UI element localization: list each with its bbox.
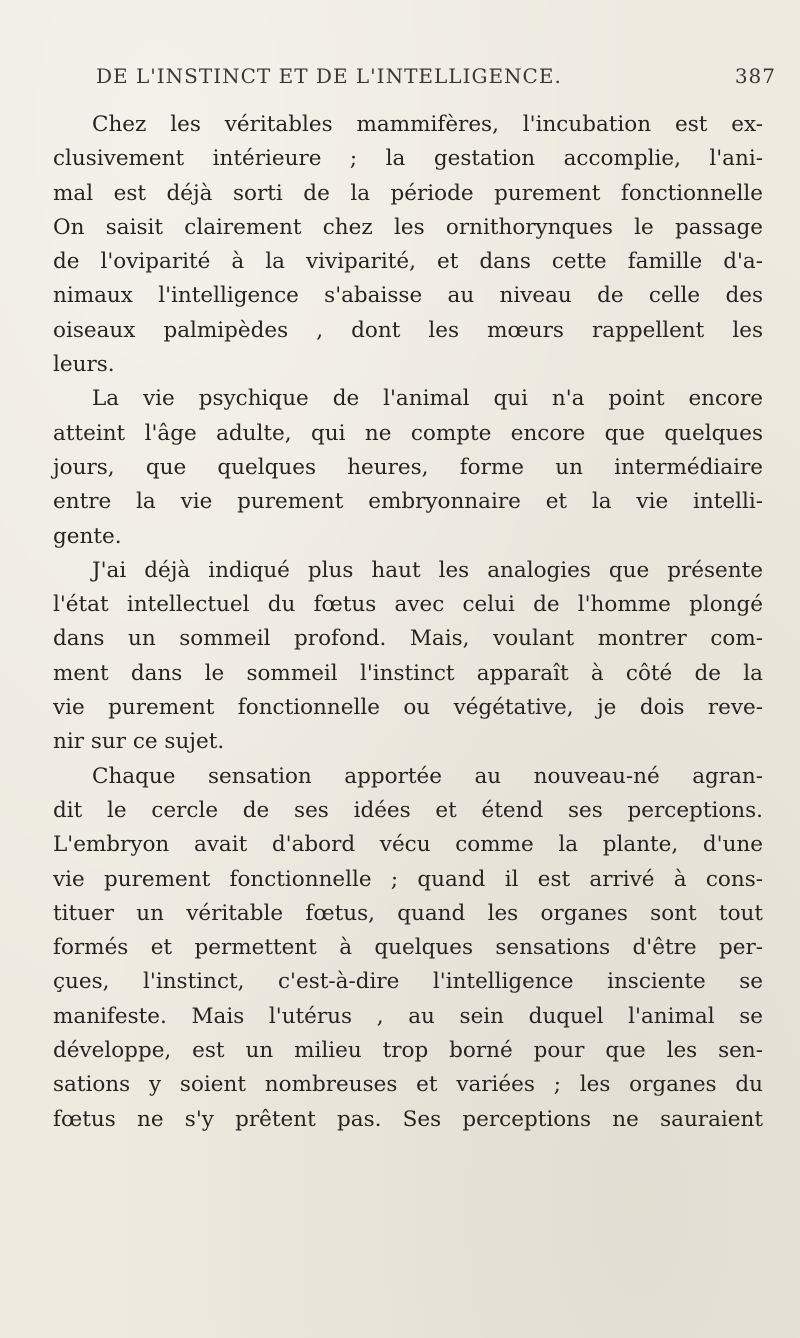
text-line: fœtus ne s'y prêtent pas. Ses perceptions ne sauraient: [53, 1106, 763, 1132]
text-line: L'embryon avait d'abord vécu comme la plante, d'une: [53, 832, 763, 858]
text-line: On saisit clairement chez les ornithorynques le passage: [53, 214, 763, 240]
text-line: l'état intellectuel du fœtus avec celui de l'homme plongé: [53, 592, 763, 618]
body-text: [53, 108, 763, 1137]
text-line: J'ai déjà indiqué plus haut les analogies que présente: [92, 557, 763, 583]
text-line: Chaque sensation apportée au nouveau-né agran-: [92, 763, 763, 789]
text-line: leurs.: [53, 352, 115, 378]
text-line: manifeste. Mais l'utérus , au sein duquel l'animal se: [53, 1003, 763, 1029]
text-line: oiseaux palmipèdes , dont les mœurs rappellent les: [53, 317, 763, 343]
text-line: atteint l'âge adulte, qui ne compte encore que quelques: [53, 420, 763, 446]
text-line: dit le cercle de ses idées et étend ses perceptions.: [53, 797, 763, 823]
page-number: 387: [734, 64, 776, 88]
text-line: La vie psychique de l'animal qui n'a point encore: [92, 386, 763, 412]
text-line: çues, l'instinct, c'est-à-dire l'intelligence insciente se: [53, 969, 763, 995]
text-line: sations y soient nombreuses et variées ; les organes du: [53, 1072, 763, 1098]
text-line: de l'oviparité à la viviparité, et dans cette famille d'a-: [53, 249, 763, 275]
text-line: entre la vie purement embryonnaire et la vie intelli-: [53, 489, 763, 515]
text-line: développe, est un milieu trop borné pour que les sen-: [53, 1038, 763, 1064]
text-line: vie purement fonctionnelle ou végétative, je dois reve-: [53, 695, 763, 721]
text-line: nir sur ce sujet.: [53, 729, 225, 755]
text-line: Chez les véritables mammifères, l'incubation est ex-: [92, 112, 763, 137]
text-line: vie purement fonctionnelle ; quand il est arrivé à cons-: [53, 866, 763, 892]
text-line: clusivement intérieure ; la gestation accomplie, l'ani-: [53, 146, 763, 172]
text-line: dans un sommeil profond. Mais, voulant montrer com-: [53, 626, 763, 652]
text-line: tituer un véritable fœtus, quand les organes sont tout: [53, 900, 763, 926]
text-line: jours, que quelques heures, forme un intermédiaire: [53, 454, 763, 480]
running-head: [96, 64, 776, 90]
text-line: formés et permettent à quelques sensations d'être per-: [53, 935, 763, 961]
text-line: nimaux l'intelligence s'abaisse au niveau de celle des: [53, 283, 763, 309]
running-title: DE L'INSTINCT ET DE L'INTELLIGENCE.: [96, 64, 562, 88]
text-line: gente.: [53, 523, 122, 549]
text-line: mal est déjà sorti de la période purement fonctionnelle: [53, 180, 763, 206]
text-line: ment dans le sommeil l'instinct apparaît à côté de la: [53, 660, 763, 686]
